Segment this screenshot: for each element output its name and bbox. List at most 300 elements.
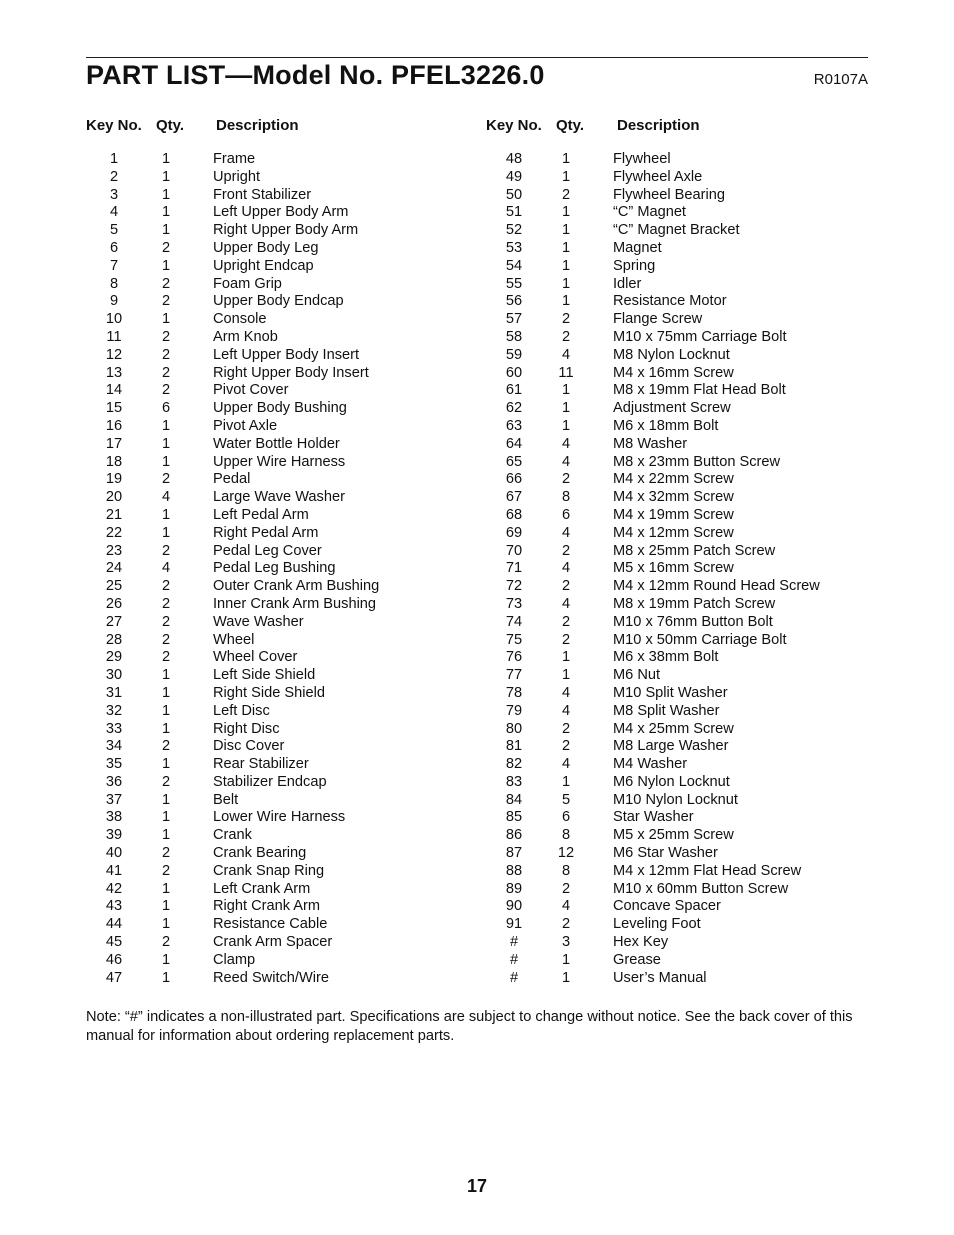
key-no-cell: 25 (105, 578, 123, 595)
description-cell: Leveling Foot (613, 916, 701, 933)
description-cell: Upper Wire Harness (213, 453, 346, 470)
key-no-cell: 3 (109, 186, 119, 203)
description-cell: M8 x 19mm Flat Head Bolt (613, 382, 786, 399)
description-cell: Left Upper Body Insert (213, 346, 360, 363)
description-cell: Right Crank Arm (213, 898, 321, 915)
key-no-cell: 14 (105, 382, 123, 399)
description-cell: User’s Manual (613, 969, 707, 986)
description-cell: Left Disc (213, 702, 270, 719)
key-no-cell: 28 (105, 631, 123, 648)
description-cell: M4 x 19mm Screw (613, 506, 734, 523)
description-cell: Wheel Cover (213, 649, 298, 666)
document-code: R0107A (813, 71, 868, 88)
qty-cell: 2 (161, 649, 171, 666)
table-row (86, 809, 466, 827)
qty-cell: 2 (561, 578, 571, 595)
description-cell: M8 Large Washer (613, 738, 729, 755)
key-no-cell: 34 (105, 738, 123, 755)
qty-cell: 1 (161, 809, 171, 826)
key-no-cell: 55 (505, 275, 523, 292)
description-cell: M4 x 12mm Screw (613, 524, 734, 541)
key-no-cell: 19 (105, 471, 123, 488)
description-cell: M5 x 16mm Screw (613, 560, 734, 577)
description-cell: Resistance Motor (613, 293, 727, 310)
description-cell: Flywheel (613, 151, 671, 167)
qty-cell: 1 (161, 168, 171, 185)
qty-cell: 2 (161, 595, 171, 612)
description-cell: Pivot Axle (213, 417, 278, 434)
qty-cell: 1 (161, 791, 171, 808)
qty-cell: 1 (561, 204, 571, 221)
table-row (86, 685, 466, 703)
table-row (486, 471, 866, 489)
qty-cell: 1 (561, 417, 571, 434)
table-row (486, 169, 866, 187)
key-no-cell: 8 (109, 275, 119, 292)
key-no-cell: 24 (105, 560, 123, 577)
key-no-cell: 42 (105, 880, 123, 897)
table-row (486, 311, 866, 329)
key-no-cell: # (509, 969, 519, 986)
qty-cell: 1 (161, 827, 171, 844)
table-row (486, 792, 866, 810)
key-no-header: Key No. (86, 117, 142, 134)
description-cell: Disc Cover (213, 738, 285, 755)
qty-cell: 2 (561, 738, 571, 755)
qty-cell: 1 (161, 880, 171, 897)
description-cell: “C” Magnet (613, 204, 686, 221)
description-cell: M8 x 23mm Button Screw (613, 453, 781, 470)
qty-cell: 2 (161, 542, 171, 559)
description-cell: M4 x 32mm Screw (613, 489, 734, 506)
qty-cell: 1 (161, 898, 171, 915)
description-cell: Right Upper Body Insert (213, 364, 369, 381)
qty-cell: 4 (561, 346, 571, 363)
key-no-cell: 63 (505, 417, 523, 434)
key-no-cell: 53 (505, 239, 523, 256)
key-no-cell: 2 (109, 168, 119, 185)
key-no-cell: 59 (505, 346, 523, 363)
key-no-cell: 90 (505, 898, 523, 915)
qty-cell: 1 (561, 773, 571, 790)
qty-cell: 2 (161, 275, 171, 292)
key-no-cell: 85 (505, 809, 523, 826)
description-cell: Pivot Cover (213, 382, 289, 399)
table-row (86, 560, 466, 578)
qty-cell: 1 (561, 257, 571, 274)
key-no-cell: 5 (109, 222, 119, 239)
table-row (86, 436, 466, 454)
description-cell: M4 Washer (613, 756, 688, 773)
qty-cell: 1 (161, 151, 171, 167)
key-no-cell: 76 (505, 649, 523, 666)
key-no-cell: 43 (105, 898, 123, 915)
parts-list-left (86, 151, 466, 987)
table-row (486, 596, 866, 614)
key-no-cell: 47 (105, 969, 123, 986)
description-cell: Wheel (213, 631, 255, 648)
key-no-cell: 70 (505, 542, 523, 559)
table-row (86, 329, 466, 347)
description-cell: Resistance Cable (213, 916, 328, 933)
key-no-cell: 33 (105, 720, 123, 737)
top-rule (86, 57, 868, 58)
table-row (486, 632, 866, 650)
key-no-cell: 36 (105, 773, 123, 790)
description-cell: M10 x 76mm Button Bolt (613, 613, 773, 630)
key-no-cell: 51 (505, 204, 523, 221)
key-no-cell: 67 (505, 489, 523, 506)
table-row (486, 543, 866, 561)
table-row (86, 952, 466, 970)
qty-cell: 4 (561, 702, 571, 719)
table-row (486, 365, 866, 383)
description-cell: M4 x 22mm Screw (613, 471, 734, 488)
table-row (86, 578, 466, 596)
table-row (86, 365, 466, 383)
table-row (486, 258, 866, 276)
table-row (86, 774, 466, 792)
key-no-cell: 84 (505, 791, 523, 808)
key-no-cell: 58 (505, 328, 523, 345)
key-no-cell: 32 (105, 702, 123, 719)
column-header (486, 117, 866, 137)
footnote: Note: “#” indicates a non-illustrated part. Specifications are subject to change without notice. See the back cover of this manual for information about ordering replacement parts. (86, 1009, 853, 1044)
description-cell: Left Pedal Arm (213, 506, 309, 523)
qty-cell: 2 (161, 613, 171, 630)
qty-cell: 8 (561, 827, 571, 844)
key-no-cell: 66 (505, 471, 523, 488)
qty-cell: 8 (561, 862, 571, 879)
qty-cell: 2 (161, 239, 171, 256)
table-row (86, 916, 466, 934)
key-no-cell: 27 (105, 613, 123, 630)
description-cell: Grease (613, 951, 661, 968)
description-cell: Pedal Leg Cover (213, 542, 322, 559)
qty-cell: 1 (561, 293, 571, 310)
qty-cell: 1 (161, 435, 171, 452)
description-cell: Flywheel Axle (613, 168, 703, 185)
key-no-cell: # (509, 951, 519, 968)
key-no-cell: 30 (105, 667, 123, 684)
table-row (86, 418, 466, 436)
table-row (86, 489, 466, 507)
key-no-cell: 86 (505, 827, 523, 844)
key-no-cell: 74 (505, 613, 523, 630)
description-cell: Upper Body Leg (213, 239, 319, 256)
key-no-cell: 61 (505, 382, 523, 399)
table-row (86, 596, 466, 614)
qty-cell: 2 (161, 631, 171, 648)
page-number: 17 (466, 1176, 488, 1196)
table-row (86, 614, 466, 632)
table-row (486, 952, 866, 970)
qty-header: Qty. (556, 117, 585, 134)
qty-cell: 1 (561, 275, 571, 292)
description-cell: “C” Magnet Bracket (613, 222, 740, 239)
qty-cell: 1 (161, 720, 171, 737)
qty-cell: 4 (561, 560, 571, 577)
description-cell: Large Wave Washer (213, 489, 345, 506)
description-cell: Reed Switch/Wire (213, 969, 329, 986)
description-cell: Foam Grip (213, 275, 282, 292)
table-row (486, 809, 866, 827)
description-cell: M4 x 12mm Flat Head Screw (613, 862, 802, 879)
qty-cell: 2 (561, 471, 571, 488)
qty-cell: 2 (561, 880, 571, 897)
qty-cell: 2 (161, 364, 171, 381)
description-cell: M6 x 38mm Bolt (613, 649, 719, 666)
qty-cell: 6 (161, 400, 171, 417)
description-cell: M6 Star Washer (613, 845, 718, 862)
key-no-cell: 9 (109, 293, 119, 310)
table-row (86, 347, 466, 365)
table-row (486, 329, 866, 347)
key-no-cell: 18 (105, 453, 123, 470)
qty-cell: 1 (561, 951, 571, 968)
key-no-cell: 10 (105, 311, 123, 328)
key-no-cell: 21 (105, 506, 123, 523)
table-row (486, 204, 866, 222)
description-cell: Upright (213, 168, 261, 185)
key-no-cell: 20 (105, 489, 123, 506)
key-no-cell: 72 (505, 578, 523, 595)
description-cell: M10 Nylon Locknut (613, 791, 738, 808)
table-row (86, 881, 466, 899)
description-cell: M5 x 25mm Screw (613, 827, 734, 844)
qty-cell: 2 (161, 738, 171, 755)
key-no-cell: 40 (105, 845, 123, 862)
table-row (86, 507, 466, 525)
description-cell: Spring (613, 257, 656, 274)
table-row (486, 240, 866, 258)
table-row (86, 970, 466, 988)
table-row (486, 649, 866, 667)
description-cell: Stabilizer Endcap (213, 773, 327, 790)
description-cell: Pedal (213, 471, 251, 488)
description-cell: Belt (213, 791, 239, 808)
key-no-cell: 91 (505, 916, 523, 933)
table-row (486, 436, 866, 454)
table-row (486, 454, 866, 472)
key-no-cell: 49 (505, 168, 523, 185)
table-row (86, 471, 466, 489)
key-no-cell: 45 (105, 934, 123, 951)
qty-cell: 6 (561, 506, 571, 523)
table-row (486, 738, 866, 756)
description-cell: Arm Knob (213, 328, 278, 345)
qty-cell: 5 (561, 791, 571, 808)
table-row (486, 578, 866, 596)
description-cell: Right Side Shield (213, 684, 325, 701)
qty-cell: 2 (561, 631, 571, 648)
qty-cell: 1 (561, 667, 571, 684)
table-row (86, 276, 466, 294)
description-cell: Magnet (613, 239, 662, 256)
description-cell: M4 x 12mm Round Head Screw (613, 578, 820, 595)
description-cell: Pedal Leg Bushing (213, 560, 336, 577)
key-no-cell: 29 (105, 649, 123, 666)
key-no-cell: 37 (105, 791, 123, 808)
qty-cell: 1 (161, 684, 171, 701)
table-row (486, 667, 866, 685)
key-no-cell: 41 (105, 862, 123, 879)
table-row (86, 293, 466, 311)
qty-cell: 2 (161, 845, 171, 862)
table-row (86, 792, 466, 810)
key-no-cell: 77 (505, 667, 523, 684)
key-no-cell: 16 (105, 417, 123, 434)
key-no-cell: 44 (105, 916, 123, 933)
qty-cell: 4 (561, 595, 571, 612)
table-row (86, 187, 466, 205)
key-no-cell: 89 (505, 880, 523, 897)
table-row (86, 649, 466, 667)
qty-cell: 12 (557, 845, 575, 862)
key-no-cell: 64 (505, 435, 523, 452)
description-cell: Left Upper Body Arm (213, 204, 349, 221)
description-cell: Concave Spacer (613, 898, 721, 915)
key-no-cell: # (509, 934, 519, 951)
qty-cell: 1 (161, 756, 171, 773)
key-no-cell: 65 (505, 453, 523, 470)
qty-cell: 2 (561, 613, 571, 630)
key-no-header: Key No. (486, 117, 542, 134)
qty-cell: 1 (561, 151, 571, 167)
qty-cell: 2 (161, 382, 171, 399)
table-row (486, 970, 866, 988)
description-cell: Front Stabilizer (213, 186, 312, 203)
key-no-cell: 52 (505, 222, 523, 239)
qty-cell: 2 (161, 934, 171, 951)
table-row (486, 756, 866, 774)
table-row (486, 293, 866, 311)
description-cell: M4 x 25mm Screw (613, 720, 734, 737)
key-no-cell: 73 (505, 595, 523, 612)
description-cell: Wave Washer (213, 613, 304, 630)
key-no-cell: 57 (505, 311, 523, 328)
table-row (86, 845, 466, 863)
table-row (486, 774, 866, 792)
qty-cell: 4 (561, 898, 571, 915)
qty-cell: 4 (561, 684, 571, 701)
table-row (486, 721, 866, 739)
table-row (486, 898, 866, 916)
description-cell: Crank Snap Ring (213, 862, 325, 879)
table-row (486, 347, 866, 365)
table-row (86, 222, 466, 240)
table-row (486, 222, 866, 240)
key-no-cell: 46 (105, 951, 123, 968)
description-cell: M8 x 19mm Patch Screw (613, 595, 776, 612)
table-row (486, 614, 866, 632)
description-cell: Adjustment Screw (613, 400, 731, 417)
table-row (486, 685, 866, 703)
key-no-cell: 83 (505, 773, 523, 790)
qty-cell: 1 (561, 222, 571, 239)
table-row (486, 151, 866, 169)
qty-cell: 2 (161, 346, 171, 363)
table-row (486, 863, 866, 881)
description-cell: Water Bottle Holder (213, 435, 340, 452)
qty-cell: 8 (561, 489, 571, 506)
qty-cell: 1 (161, 204, 171, 221)
description-cell: Hex Key (613, 934, 669, 951)
key-no-cell: 50 (505, 186, 523, 203)
table-row (486, 845, 866, 863)
table-row (86, 667, 466, 685)
qty-header: Qty. (156, 117, 185, 134)
key-no-cell: 75 (505, 631, 523, 648)
description-header: Description (216, 117, 299, 134)
table-row (486, 382, 866, 400)
key-no-cell: 71 (505, 560, 523, 577)
description-cell: M6 x 18mm Bolt (613, 417, 719, 434)
description-cell: Left Crank Arm (213, 880, 311, 897)
key-no-cell: 60 (505, 364, 523, 381)
qty-cell: 2 (161, 862, 171, 879)
key-no-cell: 79 (505, 702, 523, 719)
qty-cell: 4 (161, 560, 171, 577)
qty-cell: 4 (561, 756, 571, 773)
table-row (86, 934, 466, 952)
key-no-cell: 23 (105, 542, 123, 559)
qty-cell: 1 (161, 186, 171, 203)
key-no-cell: 1 (109, 151, 119, 167)
key-no-cell: 56 (505, 293, 523, 310)
qty-cell: 4 (161, 489, 171, 506)
key-no-cell: 87 (505, 845, 523, 862)
table-row (86, 382, 466, 400)
qty-cell: 1 (561, 168, 571, 185)
qty-cell: 2 (561, 720, 571, 737)
qty-cell: 3 (561, 934, 571, 951)
qty-cell: 1 (161, 702, 171, 719)
key-no-cell: 69 (505, 524, 523, 541)
table-row (486, 489, 866, 507)
description-header: Description (617, 117, 700, 134)
qty-cell: 2 (161, 328, 171, 345)
description-cell: Idler (613, 275, 642, 292)
table-row (86, 898, 466, 916)
key-no-cell: 4 (109, 204, 119, 221)
qty-cell: 4 (561, 435, 571, 452)
description-cell: M10 Split Washer (613, 684, 728, 701)
key-no-cell: 13 (105, 364, 123, 381)
qty-cell: 2 (561, 542, 571, 559)
table-row (486, 525, 866, 543)
qty-cell: 11 (558, 364, 574, 381)
description-cell: M10 x 75mm Carriage Bolt (613, 328, 787, 345)
key-no-cell: 82 (505, 756, 523, 773)
key-no-cell: 78 (505, 684, 523, 701)
description-cell: M6 Nut (613, 667, 661, 684)
table-row (86, 151, 466, 169)
description-cell: Outer Crank Arm Bushing (213, 578, 380, 595)
key-no-cell: 31 (105, 684, 123, 701)
qty-cell: 1 (161, 667, 171, 684)
qty-cell: 2 (561, 328, 571, 345)
table-row (486, 187, 866, 205)
key-no-cell: 80 (505, 720, 523, 737)
qty-cell: 2 (561, 916, 571, 933)
table-row (486, 400, 866, 418)
qty-cell: 1 (161, 951, 171, 968)
qty-cell: 1 (161, 257, 171, 274)
key-no-cell: 11 (106, 328, 122, 345)
table-row (486, 703, 866, 721)
table-row (86, 258, 466, 276)
